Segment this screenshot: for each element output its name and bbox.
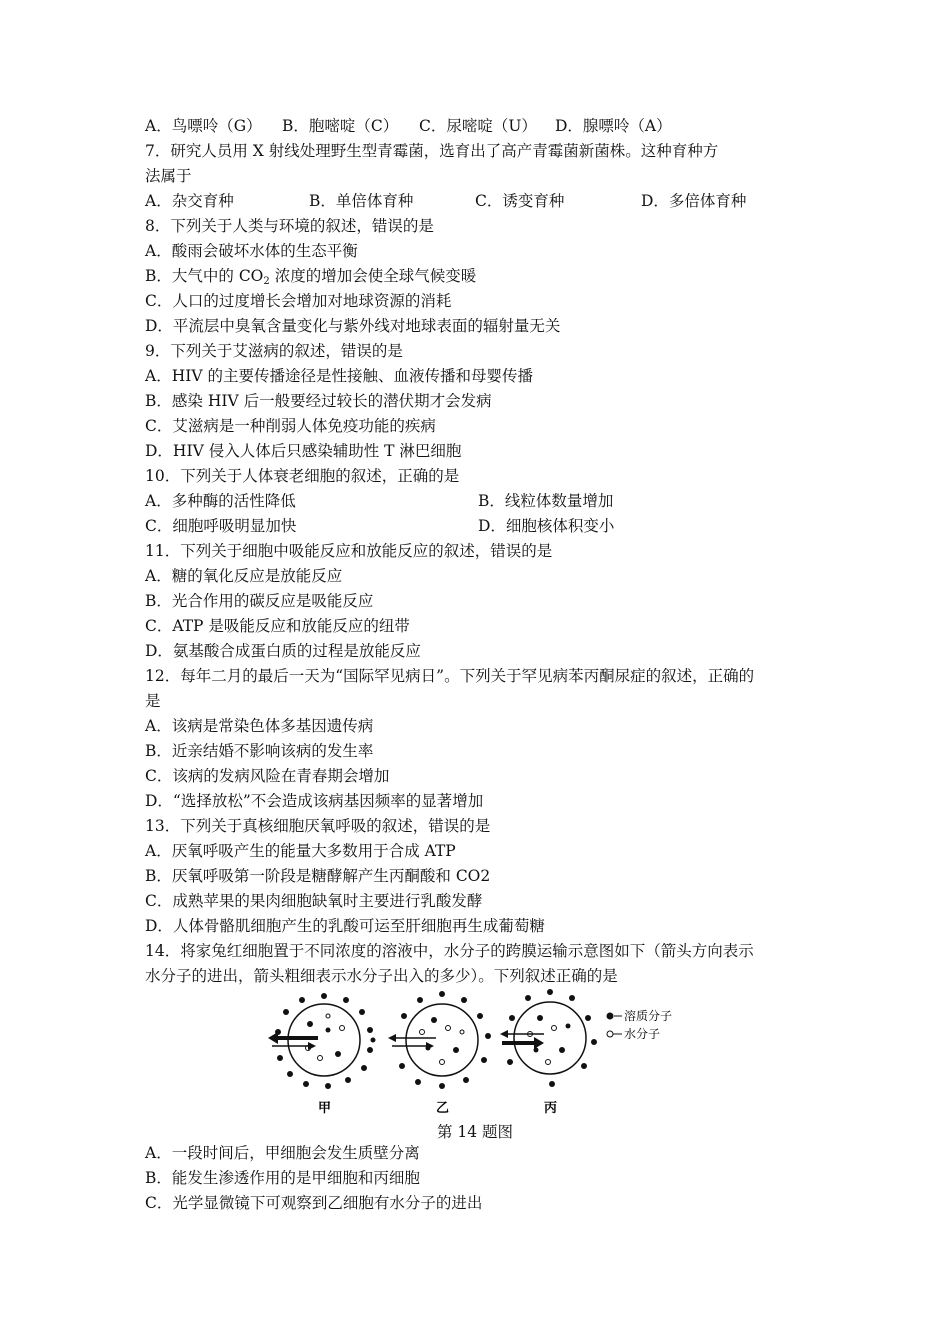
q8-option-d: D．平流层中臭氧含量变化与紫外线对地球表面的辐射量无关 <box>145 317 561 335</box>
q6-option-a: A．鸟嘌呤（G） <box>145 117 262 135</box>
q13-option-a: A．厌氧呼吸产生的能量大多数用于合成 ATP <box>145 842 456 860</box>
q14-option-b: B．能发生渗透作用的是甲细胞和丙细胞 <box>145 1169 420 1187</box>
q6-option-c: C．尿嘧啶（U） <box>419 117 537 135</box>
legend-solute-marker <box>607 1013 614 1020</box>
q8-option-b <box>145 266 476 286</box>
q9-option-b: B．感染 HIV 后一般要经过较长的潜伏期才会发病 <box>145 392 492 410</box>
legend-water-label: 水分子 <box>624 1027 661 1041</box>
q12-option-a: A．该病是常染色体多基因遗传病 <box>145 717 374 735</box>
q8-option-b-pre: B．大气中的 CO <box>145 267 264 285</box>
q13-option-d: D．人体骨骼肌细胞产生的乳酸可运至肝细胞再生成葡萄糖 <box>145 917 545 935</box>
label-bing: 丙 <box>544 1101 558 1116</box>
q14-stem-line2: 水分子的进出，箭头粗细表示水分子出入的多少）。下列叙述正确的是 <box>145 967 618 985</box>
cell-yi <box>388 991 491 1089</box>
q12-stem-line1: 12．每年二月的最后一天为“国际罕见病日”。下列关于罕见病苯丙酮尿症的叙述，正确的 <box>145 667 755 685</box>
q12-option-c: C．该病的发病风险在青春期会增加 <box>145 767 390 785</box>
q7-stem-line2: 法属于 <box>145 167 192 185</box>
q10-options-row1 <box>145 491 296 511</box>
q14-figure <box>258 988 678 1118</box>
q10-stem: 10．下列关于人体衰老细胞的叙述，正确的是 <box>145 467 460 485</box>
q8-stem: 8．下列关于人类与环境的叙述，错误的是 <box>145 217 434 235</box>
q13-stem: 13．下列关于真核细胞厌氧呼吸的叙述，错误的是 <box>145 817 491 835</box>
q12-stem-line2: 是 <box>145 692 161 710</box>
q6-options <box>145 116 672 136</box>
q10-option-c: C．细胞呼吸明显加快 <box>145 517 297 535</box>
label-jia: 甲 <box>318 1101 332 1116</box>
q7-option-b: B．单倍体育种 <box>309 192 414 210</box>
q14-stem-line1: 14．将家兔红细胞置于不同浓度的溶液中，水分子的跨膜运输示意图如下（箭头方向表示 <box>145 942 754 960</box>
q9-option-d: D．HIV 侵入人体后只感染辅助性 T 淋巴细胞 <box>145 442 462 460</box>
q8-option-a: A．酸雨会破坏水体的生态平衡 <box>145 242 358 260</box>
q6-option-d: D．腺嘌呤（A） <box>555 117 672 135</box>
q14-figure-caption: 第 14 题图 <box>436 1123 514 1141</box>
q10-option-a: A．多种酶的活性降低 <box>145 492 296 510</box>
q6-option-b: B．胞嘧啶（C） <box>282 117 399 135</box>
q11-stem: 11．下列关于细胞中吸能反应和放能反应的叙述，错误的是 <box>145 542 553 560</box>
q13-option-c: C．成熟苹果的果肉细胞缺氧时主要进行乳酸发酵 <box>145 892 483 910</box>
q11-option-c: C．ATP 是吸能反应和放能反应的纽带 <box>145 617 410 635</box>
q8-option-b-subscript: 2 <box>263 276 270 287</box>
legend-solute-label: 溶质分子 <box>624 1009 673 1023</box>
q9-stem: 9．下列关于艾滋病的叙述，错误的是 <box>145 342 403 360</box>
q11-option-b: B．光合作用的碳反应是吸能反应 <box>145 592 374 610</box>
q7-option-c: C．诱变育种 <box>475 192 565 210</box>
q14-option-c: C．光学显微镜下可观察到乙细胞有水分子的进出 <box>145 1194 483 1212</box>
legend-water-marker <box>607 1031 613 1037</box>
q9-option-a: A．HIV 的主要传播途径是性接触、血液传播和母婴传播 <box>145 367 533 385</box>
q12-option-d: D．“选择放松”不会造成该病基因频率的显著增加 <box>145 792 484 810</box>
q12-option-b: B．近亲结婚不影响该病的发生率 <box>145 742 374 760</box>
q9-option-c: C．艾滋病是一种削弱人体免疫功能的疾病 <box>145 417 436 435</box>
q11-option-a: A．糖的氧化反应是放能反应 <box>145 567 343 585</box>
osmosis-diagram <box>258 988 678 1118</box>
q10-option-b: B．线粒体数量增加 <box>478 492 614 510</box>
q7-stem-line1: 7．研究人员用 X 射线处理野生型青霉菌，选育出了高产青霉菌新菌株。这种育种方 <box>145 142 719 160</box>
q7-option-a: A．杂交育种 <box>145 192 234 210</box>
cell-jia <box>268 993 376 1089</box>
q13-option-b: B．厌氧呼吸第一阶段是糖酵解产生丙酮酸和 CO2 <box>145 867 491 885</box>
cell-bing <box>500 989 597 1087</box>
q7-option-d: D．多倍体育种 <box>641 192 747 210</box>
q10-option-d: D．细胞核体积变小 <box>478 517 615 535</box>
label-yi: 乙 <box>436 1101 450 1116</box>
q7-options <box>145 191 746 211</box>
q10-options-row2 <box>145 516 296 536</box>
q8-option-c: C．人口的过度增长会增加对地球资源的消耗 <box>145 292 452 310</box>
q14-option-a: A．一段时间后，甲细胞会发生质壁分离 <box>145 1144 420 1162</box>
diagram-legend <box>607 1008 673 1041</box>
q11-option-d: D．氨基酸合成蛋白质的过程是放能反应 <box>145 642 421 660</box>
q8-option-b-post: 浓度的增加会使全球气候变暖 <box>269 267 477 285</box>
